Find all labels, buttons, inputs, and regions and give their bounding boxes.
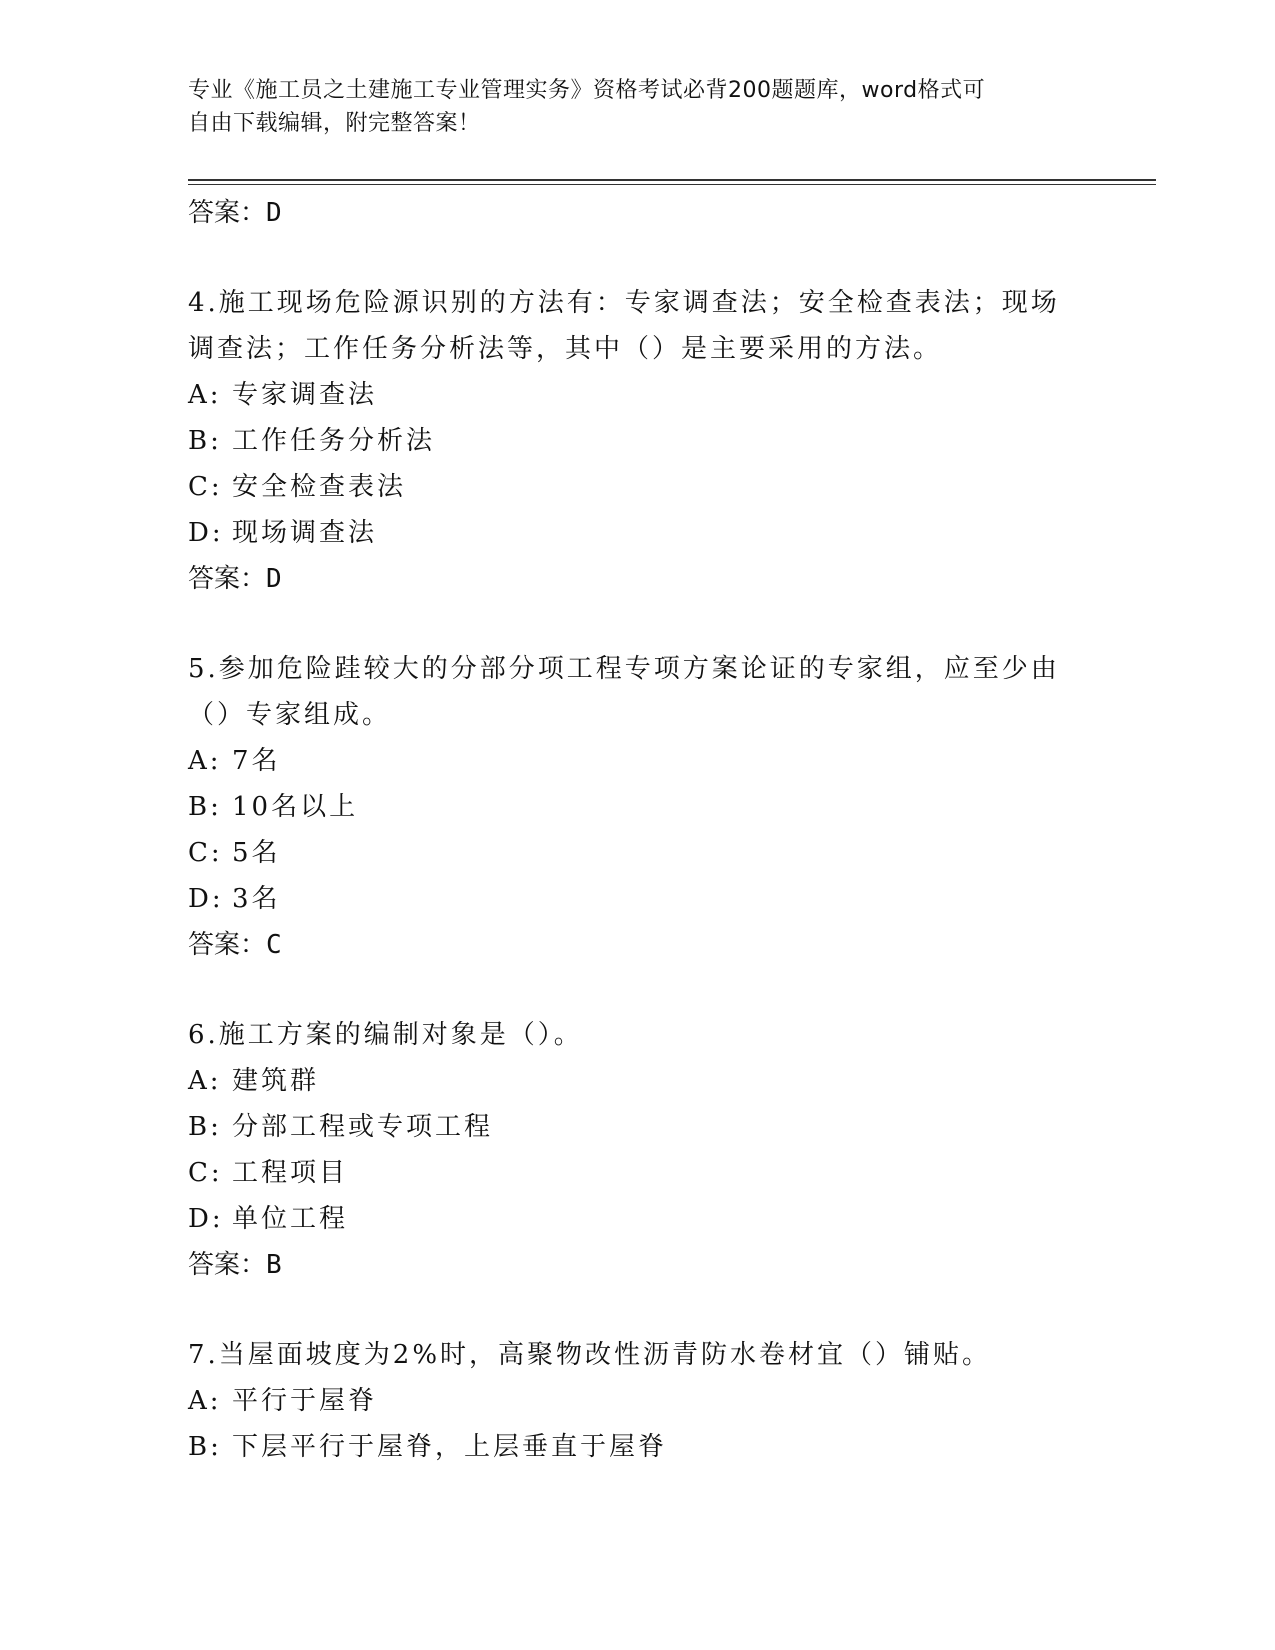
answer-value: B [266,1250,282,1280]
option-key: B: [188,792,222,822]
question-stem-line: 5.参加危险跬较大的分部分项工程专项方案论证的专家组，应至少由 [188,654,1060,684]
spacer [188,1288,1088,1332]
option-key: C: [188,472,223,502]
question-item [188,1012,1088,1288]
option-text: 建筑群 [232,1066,320,1096]
answer-value: D [266,564,282,594]
option-c [188,1150,1088,1196]
option-d [188,510,1088,556]
option-d [188,1196,1088,1242]
option-a [188,372,1088,418]
question-list [188,190,1088,1470]
option-key: A: [188,1066,222,1096]
spacer [188,602,1088,646]
question-stem-line: 6.施工方案的编制对象是（）。 [188,1020,583,1050]
question-stem-line: 调查法；工作任务分析法等，其中（）是主要采用的方法。 [188,334,943,364]
option-text: 平行于屋脊 [232,1386,378,1416]
option-a [188,1058,1088,1104]
option-text: 3名 [232,884,281,914]
header-rule-thin [188,184,1156,185]
option-a [188,1378,1088,1424]
option-key: C: [188,1158,223,1188]
option-key: D: [188,884,224,914]
answer-label: 答案： [188,1250,267,1280]
answer-value: C [266,930,282,960]
answer-line [188,556,1088,602]
header-line-2: 自由下载编辑，附完整答案！ [188,111,481,136]
answer-label: 答案： [188,198,267,228]
option-key: B: [188,426,222,456]
option-d [188,876,1088,922]
answer-line [188,922,1088,968]
answer-label: 答案： [188,564,267,594]
question-item [188,280,1088,602]
question-stem-line: （）专家组成。 [188,700,392,730]
option-text: 5名 [232,838,281,868]
option-a [188,738,1088,784]
question-stem-line: 7.当屋面坡度为2%时，高聚物改性沥青防水卷材宜（）铺贴。 [188,1340,992,1370]
option-b [188,418,1088,464]
question-stem-line: 4.施工现场危险源识别的方法有：专家调查法；安全检查表法；现场 [188,288,1060,318]
question-item [188,646,1088,968]
option-text: 单位工程 [232,1204,349,1234]
option-key: B: [188,1112,222,1142]
document-header [188,74,1068,140]
option-key: C: [188,838,223,868]
option-text: 下层平行于屋脊，上层垂直于屋脊 [232,1432,668,1462]
answer-line [188,1242,1088,1288]
header-line-1: 专业《施工员之土建施工专业管理实务》资格考试必背200题题库，word格式可 [188,78,986,103]
option-b [188,784,1088,830]
answer-line [188,190,1088,236]
option-text: 安全检查表法 [232,472,407,502]
option-text: 分部工程或专项工程 [232,1112,494,1142]
option-key: A: [188,746,222,776]
option-key: B: [188,1432,222,1462]
option-key: A: [188,380,222,410]
spacer [188,968,1088,1012]
option-text: 10名以上 [232,792,359,822]
header-rule-thick [188,179,1156,181]
question-item [188,1332,1088,1470]
option-c [188,830,1088,876]
option-key: D: [188,518,224,548]
option-text: 工程项目 [232,1158,349,1188]
option-key: D: [188,1204,224,1234]
option-key: A: [188,1386,222,1416]
option-b [188,1104,1088,1150]
option-text: 工作任务分析法 [232,426,436,456]
answer-label: 答案： [188,930,267,960]
option-text: 现场调查法 [232,518,378,548]
option-c [188,464,1088,510]
option-text: 7名 [232,746,281,776]
answer-value: D [266,198,282,228]
option-text: 专家调查法 [232,380,378,410]
option-b [188,1424,1088,1470]
spacer [188,236,1088,280]
